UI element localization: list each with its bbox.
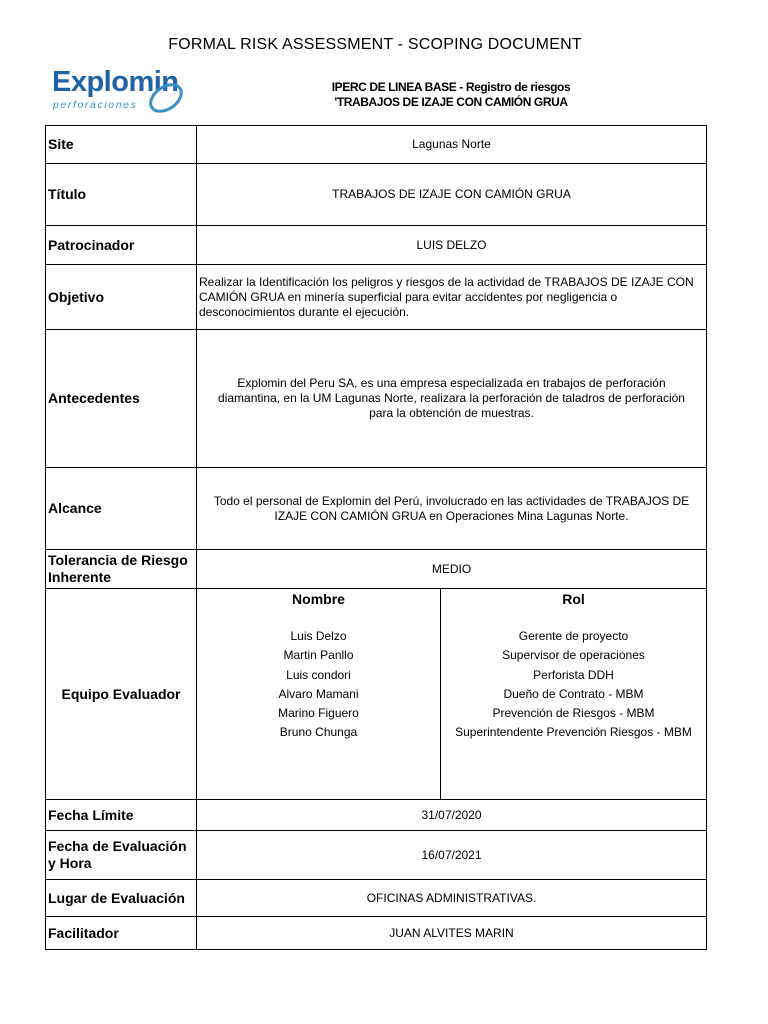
team-role-column [441,589,707,799]
facilitador-label: Facilitador [46,917,197,950]
team-member-role: Prevención de Riesgos - MBM [492,706,655,721]
team-member-role: Gerente de proyecto [518,629,629,643]
alcance-label: Alcance [46,468,197,550]
site-value: Lagunas Norte [197,126,707,164]
tolerancia-value: MEDIO [197,550,707,589]
row-antecedentes [46,330,707,468]
site-label: Site [46,126,197,164]
alcance-value: Todo el personal de Explomin del Perú, involucrado en las actividades de TRABAJOS DE IZAJE CON CAMIÓN GRUA en Operaciones Mina Lagunas Norte. [197,468,707,550]
patrocinador-label: Patrocinador [46,226,197,265]
team-member-role: Perforista DDH [533,667,614,682]
antecedentes-value: Explomin del Peru SA, es una empresa especializada en trabajos de perforación diamantina, en la UM Lagunas Norte, realizara la perforación de taladros de perforación para la obtención de muestras. [197,330,707,468]
row-site [46,126,707,164]
logo-subtitle: perforaciones [53,99,138,111]
antecedentes-label: Antecedentes [46,330,197,468]
row-fecha-evaluacion [46,831,707,880]
patrocinador-value: LUIS DELZO [197,226,707,265]
nombre-header: Nombre [292,591,345,607]
equipo-cell [197,589,707,800]
document-subheading [300,80,602,110]
team-member-role: Supervisor de operaciones [502,648,645,663]
titulo-label: Título [46,164,197,226]
team-member-name: Alvaro Mamani [278,686,359,701]
row-lugar [46,880,707,917]
equipo-label: Equipo Evaluador [46,589,197,800]
objetivo-label: Objetivo [46,265,197,330]
explomin-logo [50,66,190,124]
rol-header: Rol [562,591,585,607]
logo-wordmark: Explomin [52,66,179,98]
subheading-line-1: IPERC DE LINEA BASE - Registro de riesgos [331,80,571,94]
objetivo-value: Realizar la Identificación los peligros y riesgos de la actividad de TRABAJOS DE IZAJE CON CAMIÓN GRUA en minería superficial para evitar accidentes por negligencia o desconocimientos durante el ejecución. [197,265,707,330]
team-member-name: Luis Delzo [290,629,347,643]
fecha-evaluacion-value: 16/07/2021 [197,831,707,880]
team-member-name: Martin Panllo [283,648,354,663]
row-objetivo [46,265,707,330]
row-alcance [46,468,707,550]
row-titulo [46,164,707,226]
subheading-line-2: 'TRABAJOS DE IZAJE CON CAMIÓN GRUA [334,95,568,109]
titulo-value: TRABAJOS DE IZAJE CON CAMIÓN GRUA [197,164,707,226]
row-tolerancia [46,550,707,589]
row-facilitador [46,917,707,950]
team-name-list [197,613,440,743]
document-title: FORMAL RISK ASSESSMENT - SCOPING DOCUMENT [168,36,582,53]
team-member-name: Luis condori [286,667,351,682]
tolerancia-label: Tolerancia de Riesgo Inherente [46,550,197,589]
fecha-evaluacion-label: Fecha de Evaluación y Hora [46,831,197,880]
facilitador-value: JUAN ALVITES MARIN [197,917,707,950]
row-patrocinador [46,226,707,265]
lugar-value: OFICINAS ADMINISTRATIVAS. [197,880,707,917]
team-member-name: Bruno Chunga [279,725,358,740]
scoping-table [45,125,707,950]
fecha-limite-label: Fecha Límite [46,800,197,831]
logo-swoosh-icon [144,76,188,120]
team-member-role: Superintendente Prevención Riesgos - MBM [455,725,692,740]
lugar-label: Lugar de Evaluación [46,880,197,917]
fecha-limite-value: 31/07/2020 [197,800,707,831]
team-member-name: Marino Figuero [278,706,359,721]
team-name-column [197,589,441,799]
row-fecha-limite [46,800,707,831]
team-member-role: Dueño de Contrato - MBM [503,686,644,701]
team-role-list [441,613,706,743]
team-table [197,589,706,799]
row-equipo [46,589,707,800]
